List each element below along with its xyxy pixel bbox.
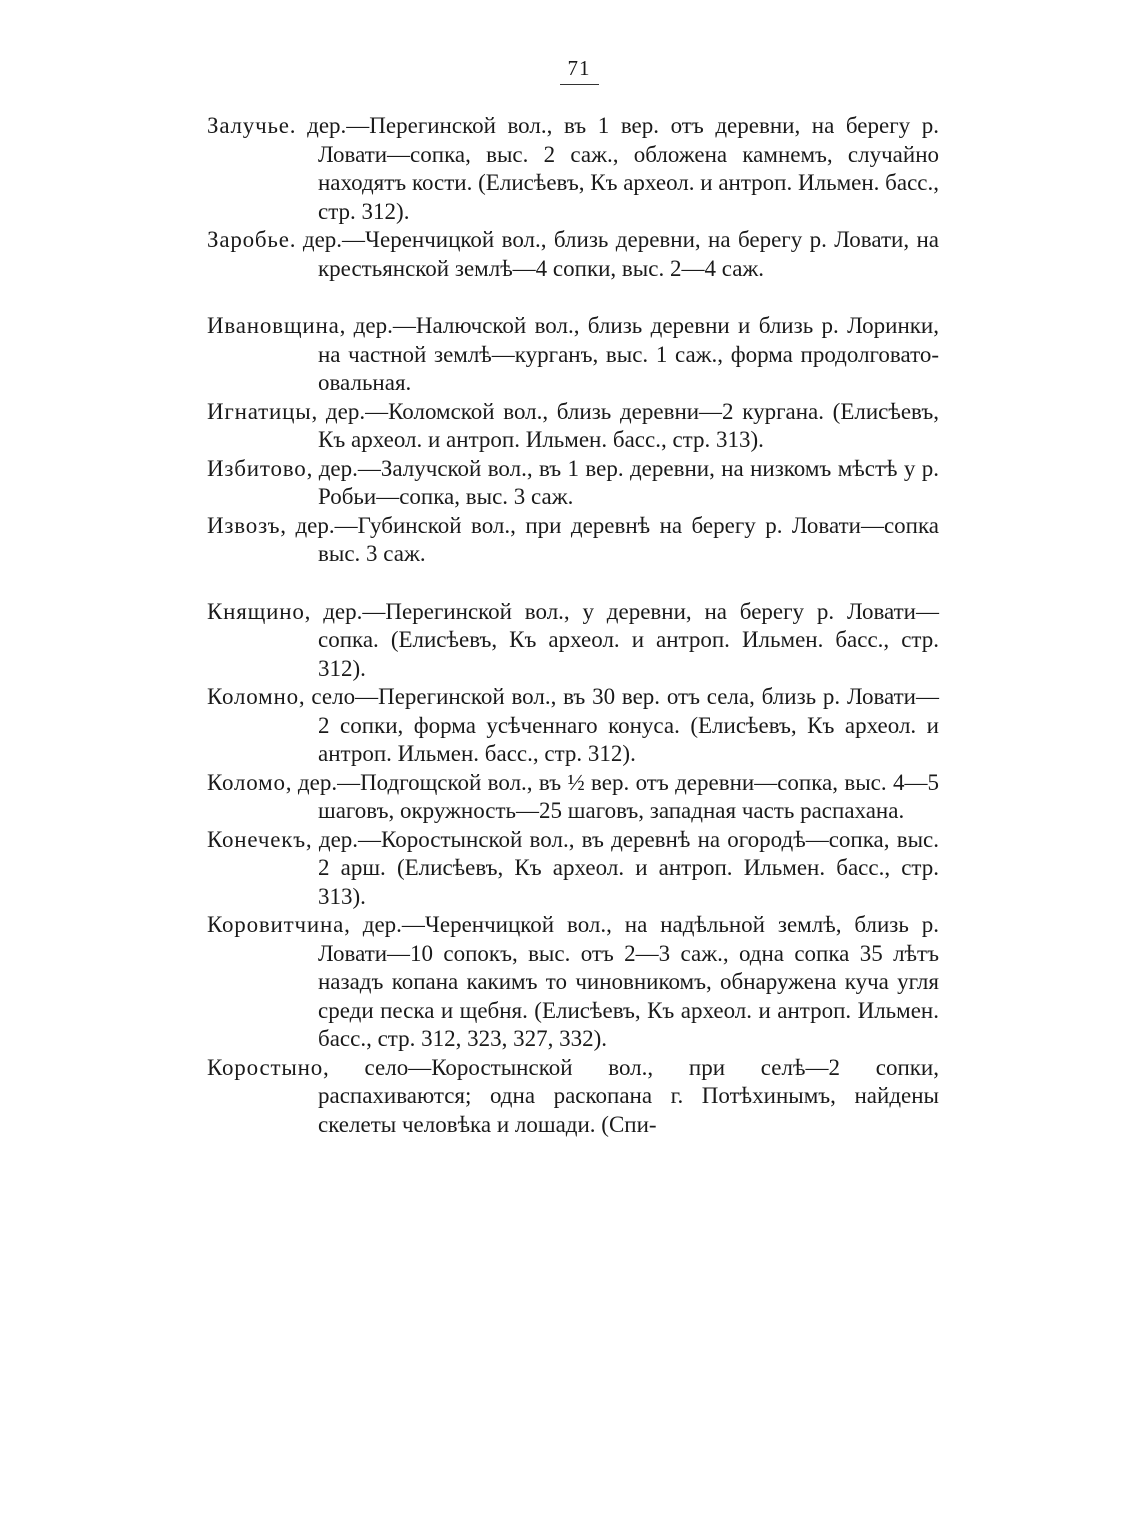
entry-izvoz (207, 512, 939, 569)
entry-text: . дер.—Черенчицкой вол., близь деревни, на берегу р. Ловати, на крестьянской землѣ—4 сопки, выс. 2—4 саж. (289, 227, 939, 281)
entry-text: , дер.—Налючской вол., близь деревни и близь р. Лоринки, на частной землѣ—курганъ, выс. 1 саж., форма продолговато-овальная. (318, 313, 939, 395)
entry-text: , дер.—Коломской вол., близь деревни—2 кургана. (Елисѣевъ, Къ археол. и антроп. Ильмен. басс., стр. 313). (311, 398, 939, 452)
entry-text: , дер.—Губинской вол., при деревнѣ на берегу р. Ловати—сопка выс. 3 саж. (280, 512, 939, 566)
entry-headword: Ивановщина (207, 313, 340, 338)
entry-konechek (207, 826, 939, 912)
entry-text: , село—Перегинской вол., въ 30 вер. отъ села, близь р. Ловати—2 сопки, форма усѣченнаго конуса. (Елисѣевъ, Къ археол. и антроп. Ильмен. басс., стр. 312). (298, 684, 939, 766)
entry-zaluchye (207, 112, 939, 226)
entry-text: . дер.—Перегинской вол., въ 1 вер. отъ деревни, на берегу р. Ловати—сопка, выс. 2 саж., обложена камнемъ, случайно находятъ кости. (Елисѣевъ, Къ археол. и антроп. Ильмен. басс., стр. 312). (289, 113, 939, 224)
entry-ivanovshchina (207, 312, 939, 398)
page-number (0, 56, 1146, 85)
entry-text: , дер.—Перегинской вол., у деревни, на берегу р. Ловати—сопка. (Елисѣевъ, Къ археол. и антроп. Ильмен. басс., стр. 312). (304, 598, 939, 681)
entry-zarobye (207, 226, 939, 283)
entry-headword: Коломо (207, 769, 286, 795)
entry-headword: Коломно (207, 684, 299, 709)
entry-korostyno (207, 1054, 939, 1140)
entry-kolomno (207, 683, 939, 769)
entry-headword: Коростыно (207, 1054, 323, 1080)
entry-headword: Избитово (207, 455, 307, 481)
entry-text: , дер.—Залучской вол., въ 1 вер. деревни, на низкомъ мѣстѣ у р. Робьи—сопка, выс. 3 саж. (306, 455, 939, 509)
entry-headword: Игнатицы (207, 398, 312, 424)
entry-text: , дер.—Черенчицкой вол., на надѣльной землѣ, близь р. Ловати—10 сопокъ, выс. отъ 2—3 саж., одна сопка 35 лѣтъ назадъ копана какимъ то чиновникомъ, обнаружена куча угля среди песка и щебня. (Елисѣевъ, Къ археол. и антроп. Ильмен. басс., стр. 312, 323, 327, 332). (318, 912, 939, 1051)
entry-text: , село—Коростынской вол., при селѣ—2 сопки, распахиваются; одна раскопана г. Потѣхинымъ, найдены скелеты человѣка и лошади. (Спи- (318, 1054, 939, 1137)
entry-headword: Извозъ (207, 512, 281, 538)
entry-korovitchina (207, 911, 939, 1054)
entry-izbitovo (207, 455, 939, 512)
entry-kolomo (207, 769, 939, 826)
entry-text: , дер.—Подгощской вол., въ ½ вер. отъ деревни—сопка, выс. 4—5 шаговъ, окружность—25 шаговъ, западная часть распахана. (285, 769, 939, 823)
entry-headword: Конечекъ (207, 826, 306, 852)
entry-text: , дер.—Коростынской вол., въ деревнѣ на огородѣ—сопка, выс. 2 арш. (Елисѣевъ, Къ археол. и антроп. Ильмен. басс., стр. 313). (305, 826, 939, 909)
page-number-text: 71 (560, 56, 599, 85)
entry-headword: Залучье (207, 113, 290, 138)
entry-headword: Княщино (207, 598, 305, 624)
entry-ignatitsy (207, 398, 939, 455)
gazetteer-entries (207, 112, 939, 1139)
entry-headword: Заробье (207, 227, 290, 252)
entry-headword: Коровитчина (207, 912, 345, 937)
entry-knyashchino (207, 598, 939, 684)
